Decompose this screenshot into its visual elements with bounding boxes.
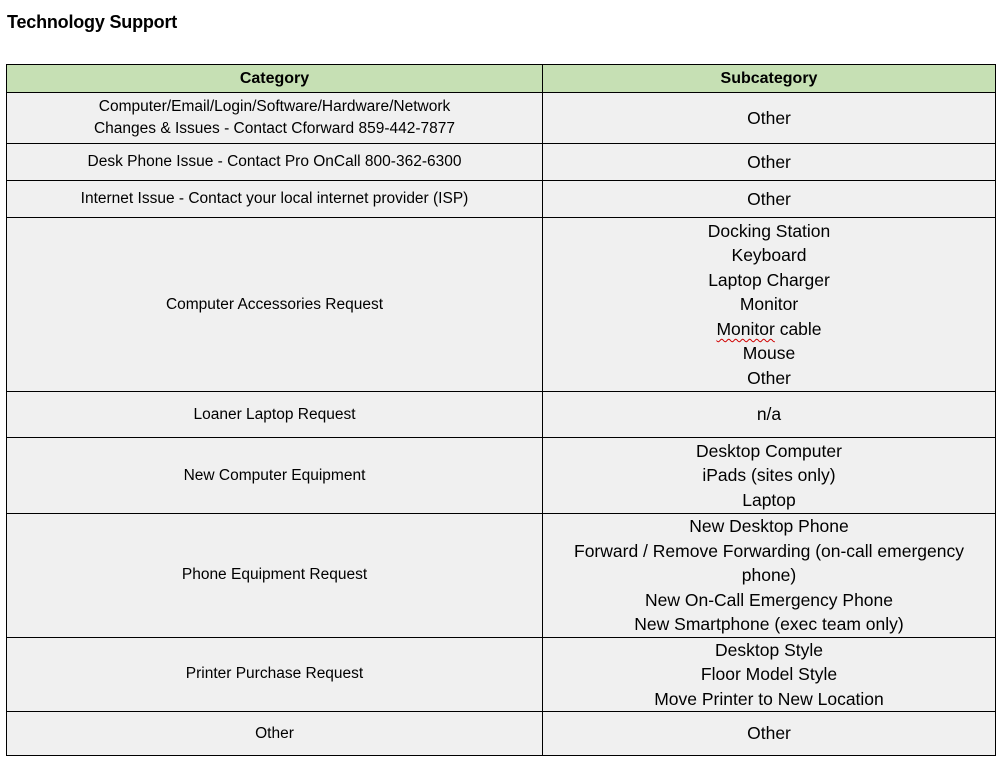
category-line: Other [255,724,294,742]
category-line: Computer/Email/Login/Software/Hardware/Network [98,98,451,115]
table-row [7,392,996,438]
category-header: Category [7,65,543,93]
category-line: New Computer Equipment [183,466,366,484]
subcategory-cell [543,514,996,638]
subcategory-item: Move Printer to New Location [654,688,884,709]
subcategory-item: iPads (sites only) [702,465,836,486]
category-cell [7,93,543,144]
spellcheck-flagged-word: Monitor [716,318,775,339]
subcategory-item: Monitor cable [716,318,822,339]
subcategory-item: Forward / Remove Forwarding (on-call emergency phone) [574,540,964,585]
table-header-row [7,65,996,93]
subcategory-item: Mouse [742,343,796,364]
category-cell [7,181,543,218]
category-line: Phone Equipment Request [181,566,368,584]
subcategory-cell [543,637,996,712]
subcategory-cell [543,218,996,392]
subcategory-cell [543,181,996,218]
category-cell [7,712,543,756]
subcategory-item: Laptop Charger [708,269,830,290]
category-cell [7,514,543,638]
table-row [7,514,996,638]
category-cell [7,218,543,392]
subcategory-cell [543,392,996,438]
subcategory-item: Other [747,151,791,172]
subcategory-header: Subcategory [543,65,996,93]
table-row [7,181,996,218]
subcategory-item: Desktop Computer [696,440,842,461]
subcategory-item: Desktop Style [715,639,823,660]
category-line: Changes & Issues - Contact Cforward 859-442-7877 [93,120,455,137]
subcategory-cell [543,438,996,514]
category-line: Desk Phone Issue - Contact Pro OnCall 800-362-6300 [87,153,462,170]
subcategory-item: New Desktop Phone [689,516,849,536]
subcategory-cell [543,144,996,181]
subcategory-item: Keyboard [731,245,807,266]
subcategory-cell [543,93,996,144]
table-row [7,637,996,712]
category-cell [7,637,543,712]
category-line: Computer Accessories Request [165,295,384,313]
category-cell [7,144,543,181]
subcategory-item: Other [747,723,791,744]
subcategory-cell [543,712,996,756]
category-cell [7,392,543,438]
subcategory-item: Other [747,107,791,128]
subcategory-item: Floor Model Style [700,664,838,684]
subcategory-item: Monitor [739,294,799,315]
category-line: Loaner Laptop Request [193,405,356,423]
subcategory-item: New On-Call Emergency Phone [644,589,894,610]
subcategory-item: Laptop [742,489,796,510]
subcategory-item: Other [747,188,791,209]
table-row [7,438,996,514]
subcategory-item: n/a [756,404,782,425]
page-title: Technology Support [7,12,178,32]
table-row [7,93,996,144]
table-row [7,712,996,756]
category-cell [7,438,543,514]
table-row [7,218,996,392]
category-line: Internet Issue - Contact your local internet provider (ISP) [80,190,469,207]
category-line: Printer Purchase Request [185,665,364,683]
subcategory-item: Docking Station [707,220,831,241]
subcategory-item: Other [747,367,791,388]
subcategory-item: New Smartphone (exec team only) [634,614,904,634]
support-table [6,64,996,756]
table-row [7,144,996,181]
